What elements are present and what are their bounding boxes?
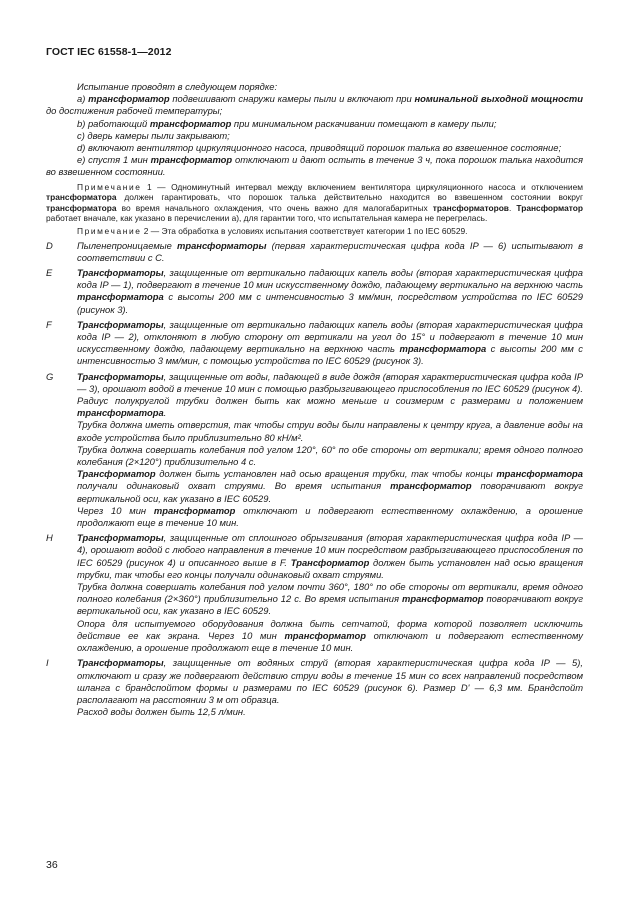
document-body (46, 81, 583, 718)
item-g-para-2: Трубка должна совершать колебания под углом 120°, 60° по обе стороны от вертикали; время одного полного колебания (2×120°) приблизительно 4 с. (77, 443, 583, 468)
item-g-para-3: Трансформатор должен быть установлен над осью вращения трубки, так чтобы концы трансформатора получали одинаковый охват струями. Во время испытания трансформатор поворачивают вокруг вертикальной оси, как указано в IEC 60529. (77, 468, 583, 504)
item-letter: H (46, 532, 53, 544)
procedure-step-c: с) дверь камеры пыли закрывают; (77, 129, 230, 141)
page-number: 36 (46, 859, 58, 871)
item-i-para-1: Расход воды должен быть 12,5 л/мин. (77, 706, 246, 718)
list-item-g (46, 371, 583, 530)
item-h-para-1: Трубка должна совершать колебания под углом почти 360°, 180° по обе стороны от вертикали, время одного полного колебания (2×360°) приблизительно 12 с. Во время испытания трансформатор поворачивают вокруг вертикальной оси, как указано в IEC 60529. (77, 581, 583, 617)
item-d-text: Пыленепроницаемые трансформаторы (первая характеристическая цифра кода IP — 6) испытывают в соответствии с С. (77, 239, 583, 263)
item-i-text: Трансформаторы, защищенные от водяных струй (вторая характеристическая цифра кода IP — 5), отключают и сразу же подвергают действию струи воды в течение 15 мин со всех направлений посредством шланга с брандспойтом формы и размерами по IEC 60529 (рисунок 6). Размер D' — 6,3 мм. Брандспойт располагают на расстоянии 3 м от образца. (77, 657, 583, 705)
item-h-para-2: Опора для испытуемого оборудования должна быть сетчатой, форма которой позволяет исключить действие ее как экрана. Через 10 мин трансформатор отключают и подвергают естественному охлаждению, а орошение продолжают еще в течение 10 мин. (77, 617, 583, 654)
list-item-e (46, 267, 583, 316)
item-g-para-4: Через 10 мин трансформатор отключают и подвергают естественному охлаждению, а орошение продолжают еще в течение 10 мин. (77, 504, 583, 529)
item-letter: D (46, 239, 53, 251)
item-letter: I (46, 657, 49, 669)
note-2: Примечание 2 — Эта обработка в условиях испытания соответствует категории 1 по IEC 60529. (77, 226, 468, 236)
document-header: ГОСТ IEC 61558-1—2012 (46, 46, 172, 58)
list-item-f (46, 319, 583, 368)
procedure-step-b: b) работающий трансформатор при минимальном раскачивании помещают в камеру пыли; (77, 117, 497, 129)
list-item-d (46, 240, 583, 264)
item-g-text: Трансформаторы, защищенные от воды, падающей в виде дождя (вторая характеристическая цифра кода IP — 3), орошают водой в течение 10 мин с помощью разбрызгивающего приспособления по IEC 60529 (рисунок 4). Радиус полукруглой трубки должен быть как можно меньше и соизмерим с размерами и положением трансформатора. (77, 370, 583, 419)
item-e-text: Трансформаторы, защищенные от вертикально падающих капель воды (вторая характеристическая цифра кода IP — 1), подвергают в течение 10 мин искусственному дождю, падающему вертикально на верхнюю часть трансформатора с высоты 200 мм с интенсивностью 3 мм/мин, посредством устройства по IEC 60529 (рисунок 3). (77, 267, 583, 315)
list-item-h (46, 532, 583, 654)
note-1: Примечание 1 — Одноминутный интервал между включением вентилятора циркуляционного насоса и отключением трансформатора должен гарантировать, что порошок талька действительно находится во взвешенном состоянии вокруг трансформатора во время начального охлаждения, что очень важно для малогабаритных трансформаторов. Трансформатор работает вначале, как указано в перечислении а), для гарантии того, что испытательная камера не перегрелась. (46, 181, 583, 224)
item-g-para-1: Трубка должна иметь отверстия, так чтобы струи воды были направлены к центру круга, а давление воды на входе устройства было приблизительно 80 кН/м². (77, 419, 583, 443)
list-item-i (46, 657, 583, 718)
item-letter: E (46, 267, 53, 278)
item-f-text: Трансформаторы, защищенные от вертикально падающих капель воды (вторая характеристическая цифра кода IP — 2), отклоняют в любую сторону от вертикали на угол до 15° и подвергают в течение 10 мин искусственному дождю, падающему вертикально на верхнюю часть трансформатора с высоты 200 мм с интенсивностью 3 мм/мин, с помощью устройства по IEC 60529 (рисунок 3). (77, 318, 583, 367)
procedure-step-e: е) спустя 1 мин трансформатор отключают и дают остыть в течение 3 ч, пока порошок талька находится во взвешенном состоянии. (46, 154, 583, 178)
procedure-lead: Испытание проводят в следующем порядке: (77, 81, 278, 92)
procedure-step-a: а) трансформатор подвешивают снаружи камеры пыли и включают при номинальной выходной мощности до достижения рабочей температуры; (46, 93, 583, 117)
item-h-text: Трансформаторы, защищенные от сплошного обрызгивания (вторая характеристическая цифра кода IP — 4), орошают водой с любого направления в течение 10 мин посредством разбрызгивающего приспособления по IEC 60529 (рисунок 4) и описанного выше в F. Трансформатор должен быть установлен над осью вращения трубки, так чтобы его концы получали одинаковый охват струями. (77, 532, 583, 580)
item-letter: F (46, 318, 52, 330)
procedure-step-d: d) включают вентилятор циркуляционного насоса, приводящий порошок талька во взвешенное состояние; (77, 142, 562, 154)
item-letter: G (46, 370, 54, 382)
